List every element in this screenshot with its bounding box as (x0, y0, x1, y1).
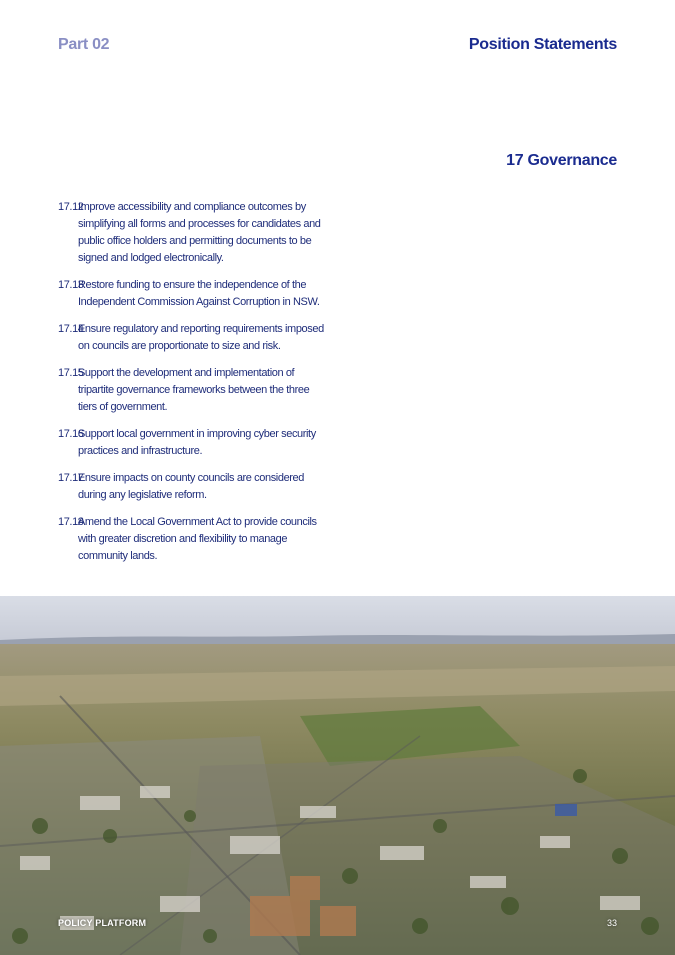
item-text: Restore funding to ensure the independence of the Independent Commission Against Corruption in NSW. (78, 279, 320, 308)
list-item (58, 426, 328, 460)
list-item (58, 514, 328, 565)
footer-doc-label: POLICY PLATFORM (58, 918, 147, 928)
page-number: 33 (606, 918, 617, 928)
item-text: Amend the Local Government Act to provide councils with greater discretion and flexibility to manage community lands. (78, 516, 317, 562)
item-text: Ensure impacts on county councils are considered during any legislative reform. (78, 472, 304, 501)
item-text: Support local government in improving cyber security practices and infrastructure. (78, 428, 316, 457)
section-label: Position Statements (468, 36, 617, 53)
item-number: 17.12 (58, 201, 84, 213)
item-text: Support the development and implementation of tripartite governance frameworks between the three tiers of government. (78, 367, 310, 413)
item-number: 17.17 (58, 472, 84, 484)
item-number: 17.13 (58, 279, 84, 291)
list-item (58, 321, 328, 355)
item-number: 17.14 (58, 323, 84, 335)
part-label: Part 02 (58, 36, 110, 53)
section-title: 17 Governance (506, 152, 617, 169)
list-item (58, 277, 328, 311)
aerial-town-photo (0, 596, 675, 955)
list-item (58, 365, 328, 416)
item-number: 17.16 (58, 428, 84, 440)
item-text: Improve accessibility and compliance outcomes by simplifying all forms and processes for candidates and public office holders and permitting documents to be signed and lodged electronically. (78, 201, 321, 264)
item-text: Ensure regulatory and reporting requirements imposed on councils are proportionate to size and risk. (78, 323, 324, 352)
list-item (58, 470, 328, 504)
item-number: 17.18 (58, 516, 84, 528)
item-number: 17.15 (58, 367, 84, 379)
list-item (58, 199, 328, 267)
position-statement-list (58, 199, 328, 575)
